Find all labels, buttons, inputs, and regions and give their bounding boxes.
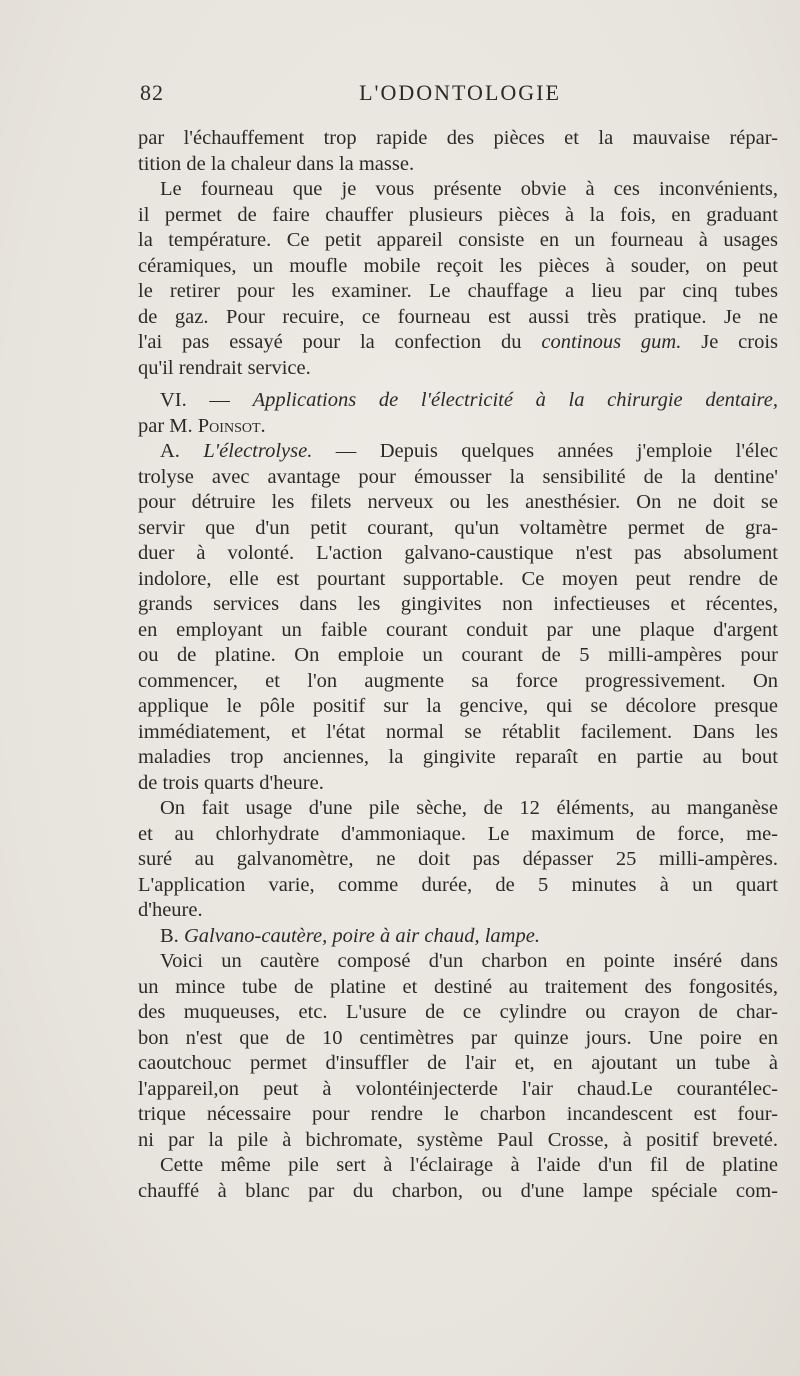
text-line: un mince tube de platine et destiné au traitement des fongosités, (138, 975, 778, 998)
text-line: Le fourneau que je vous présente obvie à ces inconvénients, (160, 178, 778, 200)
text-line: ni par la pile à bichromate, système Paul Crosse, à positif breveté. (138, 1128, 778, 1151)
author-prefix: par M. (138, 414, 193, 437)
subsection-title: L'électrolyse. (203, 440, 313, 462)
line-text: — Depuis quelques années j'emploie l'élec (335, 440, 778, 462)
text-line: caoutchouc permet d'insuffler de l'air et, en ajoutant un tube à (138, 1052, 778, 1074)
text-line: par l'échauffement trop rapide des pièces et la mauvaise répar- (138, 127, 778, 149)
text-line (138, 330, 778, 356)
text-line: trolyse avec avantage pour émousser la sensibilité de la dentine' (138, 465, 778, 488)
subsection-letter: A. (160, 440, 180, 462)
text-line: maladies trop anciennes, la gingivite reparaît en partie au bout (138, 746, 778, 768)
italic-term: continous gum. (541, 331, 682, 353)
text-line: d'heure. (138, 899, 203, 921)
line-text: Je crois (701, 331, 778, 353)
text-line: de gaz. Pour recuire, ce fourneau est aussi très pratique. Je ne (138, 305, 778, 328)
text-line: le retirer pour les examiner. Le chauffage a lieu par cinq tubes (138, 280, 778, 302)
author-name: Poinsot. (197, 414, 266, 437)
text-line: grands services dans les gingivites non infectieuses et récentes, (138, 593, 778, 615)
section-heading (138, 388, 778, 414)
text-line: céramiques, un moufle mobile reçoit les pièces à souder, on peut (138, 254, 778, 277)
text-line: Voici un cautère composé d'un charbon en pointe inséré dans (160, 950, 778, 972)
section-title: Applications de l'électricité à la chirurgie dentaire, (252, 389, 778, 411)
subsection-letter: B. (160, 924, 179, 947)
running-title: L'ODONTOLOGIE (359, 80, 561, 105)
section-number: VI. — (160, 389, 230, 411)
subsection-heading (138, 439, 778, 465)
text-line: et au chlorhydrate d'ammoniaque. Le maximum de force, me- (138, 822, 778, 845)
text-line: des muqueuses, etc. L'usure de ce cylindre ou crayon de char- (138, 1001, 778, 1023)
text-line: pour détruire les filets nerveux ou les anesthésier. On ne doit se (138, 491, 778, 513)
line-text: l'ai pas essayé pour la confection du (138, 331, 522, 353)
text-line: commencer, et l'on augmente sa force progressivement. On (138, 669, 778, 692)
subsection-title: Galvano-cautère, poire à air chaud, lampe. (183, 924, 540, 947)
page-number: 82 (140, 80, 164, 105)
text-line: chauffé à blanc par du charbon, ou d'une lampe spéciale com- (138, 1179, 778, 1202)
text-line: On fait usage d'une pile sèche, de 12 éléments, au manganèse (160, 797, 778, 819)
text-line: qu'il rendrait service. (138, 356, 311, 379)
text-line: immédiatement, et l'état normal se rétablit facilement. Dans les (138, 720, 778, 743)
text-line: il permet de faire chauffer plusieurs pièces à la fois, en graduant (138, 203, 778, 226)
text-line: l'appareil,on peut à volontéinjecterde l'air chaud.Le courantélec- (138, 1077, 778, 1100)
text-line: ou de platine. On emploie un courant de 5 milli-ampères pour (138, 644, 778, 666)
text-line: bon n'est que de 10 centimètres par quinze jours. Une poire en (138, 1026, 778, 1049)
text-line: Cette même pile sert à l'éclairage à l'aide d'un fil de platine (160, 1154, 778, 1176)
page-header (140, 80, 780, 110)
text-line: suré au galvanomètre, ne doit pas dépasser 25 milli-ampères. (138, 848, 778, 870)
text-line: trique nécessaire pour rendre le charbon incandescent est four- (138, 1103, 778, 1125)
text-line: servir que d'un petit courant, qu'un voltamètre permet de gra- (138, 516, 778, 539)
text-line: tition de la chaleur dans la masse. (138, 152, 415, 175)
body-text (138, 126, 778, 1204)
text-line: de trois quarts d'heure. (138, 771, 324, 794)
text-line: L'application varie, comme durée, de 5 minutes à un quart (138, 873, 778, 896)
subsection-heading (138, 924, 778, 950)
text-line: duer à volonté. L'action galvano-caustique n'est pas absolument (138, 542, 778, 564)
text-line (138, 414, 778, 440)
text-line: indolore, elle est pourtant supportable. Ce moyen peut rendre de (138, 567, 778, 590)
text-line: en employant un faible courant conduit par une plaque d'argent (138, 618, 778, 641)
text-line: la température. Ce petit appareil consiste en un fourneau à usages (138, 229, 778, 251)
text-line: applique le pôle positif sur la gencive, qui se décolore presque (138, 695, 778, 717)
